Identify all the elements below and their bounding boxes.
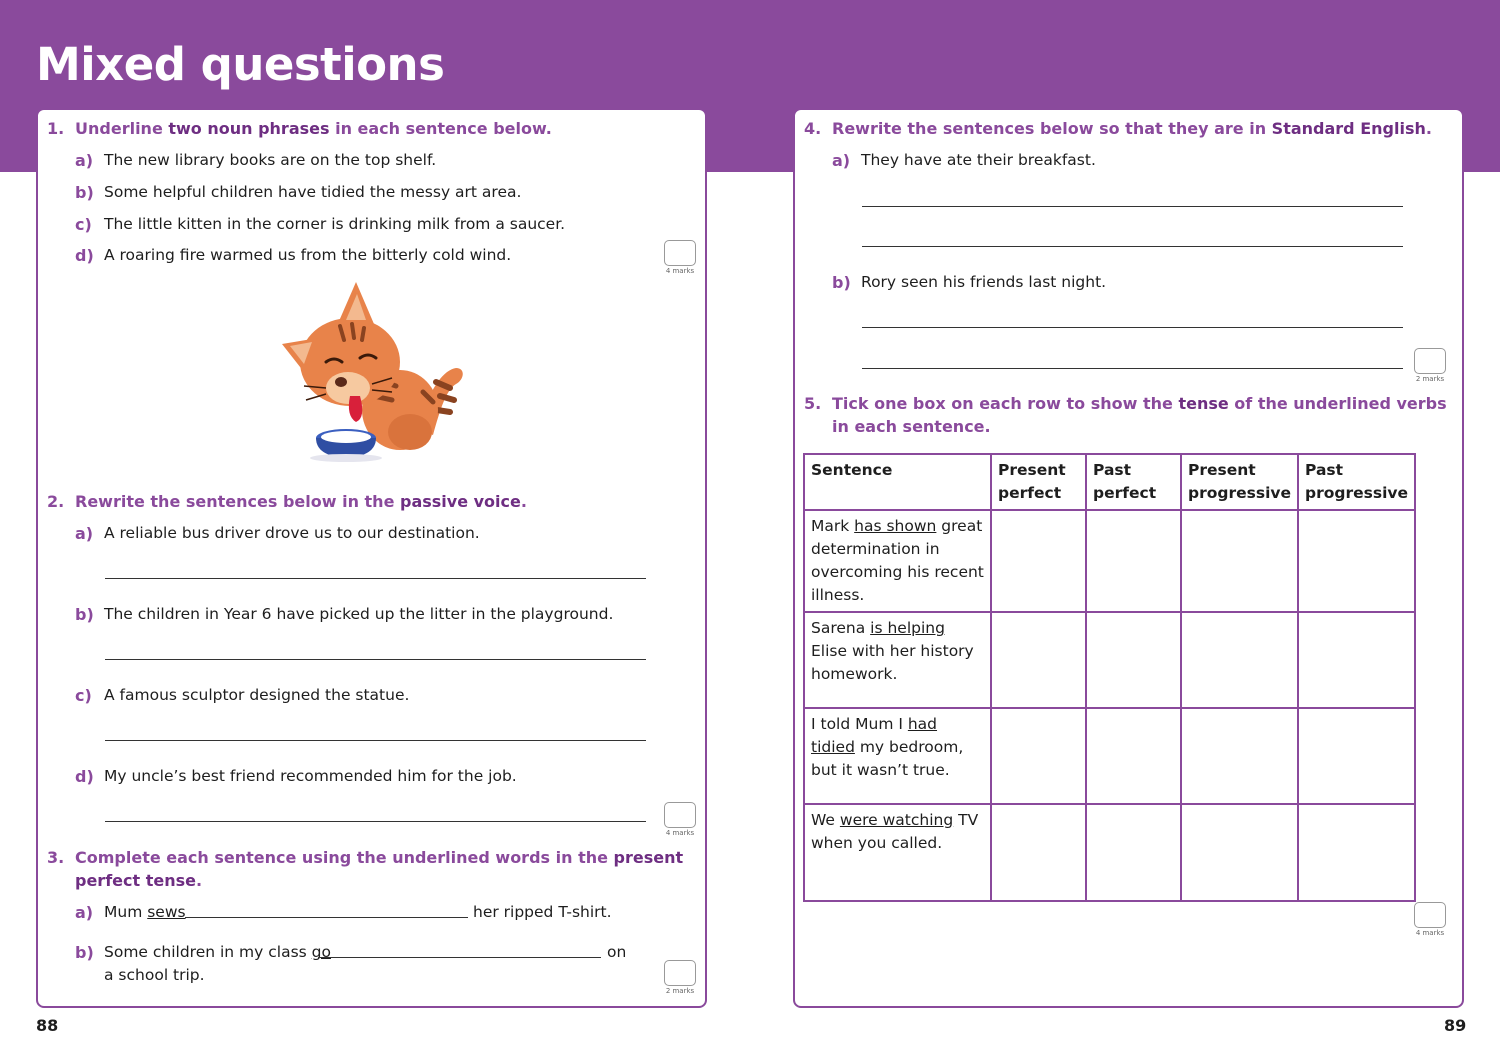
q3-instruction-line2: perfect tense. xyxy=(75,871,203,890)
q2-marks-box[interactable] xyxy=(664,802,696,828)
q5-marks-label: 4 marks xyxy=(1415,929,1445,937)
q2-marks-label: 4 marks xyxy=(665,829,695,837)
table-row xyxy=(804,804,1415,901)
q2-item-label: b) xyxy=(75,605,94,624)
q3-marks-label: 2 marks xyxy=(665,987,695,995)
q2-answer-line[interactable] xyxy=(105,659,646,660)
q1-item-label: c) xyxy=(75,215,92,234)
q2-answer-line[interactable] xyxy=(105,578,646,579)
q2-item-text: The children in Year 6 have picked up the litter in the playground. xyxy=(104,605,614,623)
tick-cell-past-perfect[interactable] xyxy=(1086,708,1181,804)
q4-marks-box[interactable] xyxy=(1414,348,1446,374)
q3-b-start: Some children in my class go xyxy=(104,943,331,961)
q2-number: 2. xyxy=(47,492,65,511)
q1-instruction: Underline two noun phrases in each sentence below. xyxy=(75,119,552,138)
tick-cell-past-progressive[interactable] xyxy=(1298,708,1415,804)
q3-a-start: Mum sews xyxy=(104,903,186,921)
q4-answer-line[interactable] xyxy=(862,327,1403,328)
q5-instruction-line2: in each sentence. xyxy=(832,417,991,436)
q3-instruction-line1: Complete each sentence using the underlined words in the present xyxy=(75,848,684,867)
q4-answer-line[interactable] xyxy=(862,368,1403,369)
q2-item-text: A famous sculptor designed the statue. xyxy=(104,686,410,704)
q2-item-label: c) xyxy=(75,686,92,705)
header-present-perfect: Present perfect xyxy=(991,454,1086,510)
page-number-left: 88 xyxy=(36,1016,59,1035)
q1-marks-label: 4 marks xyxy=(665,267,695,275)
q2-item-text: My uncle’s best friend recommended him for the job. xyxy=(104,767,517,785)
q4-item-label: a) xyxy=(832,151,851,170)
q4-item-label: b) xyxy=(832,273,851,292)
q1-item-text[interactable]: A roaring fire warmed us from the bitterly cold wind. xyxy=(104,246,512,264)
tick-cell-past-progressive[interactable] xyxy=(1298,804,1415,901)
tick-cell-past-progressive[interactable] xyxy=(1298,510,1415,612)
tick-cell-present-perfect[interactable] xyxy=(991,612,1086,708)
q3-b-end: on xyxy=(607,943,627,961)
tick-cell-past-perfect[interactable] xyxy=(1086,612,1181,708)
q3-b-line2: a school trip. xyxy=(104,966,205,984)
q1-item-text[interactable]: Some helpful children have tidied the messy art area. xyxy=(104,183,522,201)
tick-cell-present-progressive[interactable] xyxy=(1181,612,1298,708)
q1-item-label: a) xyxy=(75,151,94,170)
header-past-progressive: Past progressive xyxy=(1298,454,1415,510)
q2-answer-line[interactable] xyxy=(105,740,646,741)
q5-marks-box[interactable] xyxy=(1414,902,1446,928)
sentence-cell: We were watching TV when you called. xyxy=(804,804,991,901)
q4-marks-label: 2 marks xyxy=(1415,375,1445,383)
q1-item-label: d) xyxy=(75,246,94,265)
table-header-row xyxy=(804,454,1415,510)
q2-item-label: a) xyxy=(75,524,94,543)
q1-item-text[interactable]: The little kitten in the corner is drinking milk from a saucer. xyxy=(104,215,566,233)
kitten-drinking-milk-illustration xyxy=(278,280,468,462)
q3-number: 3. xyxy=(47,848,65,867)
q3-a-answer-line[interactable] xyxy=(185,917,468,918)
q1-item-text[interactable]: The new library books are on the top shelf. xyxy=(104,151,437,169)
q4-number: 4. xyxy=(804,119,822,138)
page-title: Mixed questions xyxy=(36,38,445,91)
header-sentence: Sentence xyxy=(804,454,991,510)
q3-item-label: a) xyxy=(75,903,94,922)
header-past-perfect: Past perfect xyxy=(1086,454,1181,510)
sentence-cell: Mark has shown great determination in overcoming his recent illness. xyxy=(804,510,991,612)
tick-cell-past-progressive[interactable] xyxy=(1298,612,1415,708)
q4-instruction: Rewrite the sentences below so that they are in Standard English. xyxy=(832,119,1432,138)
q4-item-text: They have ate their breakfast. xyxy=(861,151,1096,169)
page-number-right: 89 xyxy=(1444,1016,1467,1035)
header-present-progressive: Present progressive xyxy=(1181,454,1298,510)
sentence-cell: I told Mum I had tidied my bedroom, but it wasn’t true. xyxy=(804,708,991,804)
q3-a-end: her ripped T-shirt. xyxy=(473,903,612,921)
tick-cell-past-perfect[interactable] xyxy=(1086,510,1181,612)
tick-cell-present-perfect[interactable] xyxy=(991,510,1086,612)
table-row xyxy=(804,708,1415,804)
tick-cell-present-perfect[interactable] xyxy=(991,804,1086,901)
table-row xyxy=(804,510,1415,612)
table-row xyxy=(804,612,1415,708)
q4-item-text: Rory seen his friends last night. xyxy=(861,273,1107,291)
tick-cell-past-perfect[interactable] xyxy=(1086,804,1181,901)
q1-item-label: b) xyxy=(75,183,94,202)
q3-b-answer-line[interactable] xyxy=(318,957,601,958)
q2-item-label: d) xyxy=(75,767,94,786)
tense-table xyxy=(803,453,1416,902)
q1-marks-box[interactable] xyxy=(664,240,696,266)
q2-instruction: Rewrite the sentences below in the passive voice. xyxy=(75,492,527,511)
tick-cell-present-progressive[interactable] xyxy=(1181,708,1298,804)
sentence-cell: Sarena is helping Elise with her history homework. xyxy=(804,612,991,708)
q1-number: 1. xyxy=(47,119,65,138)
q4-answer-line[interactable] xyxy=(862,206,1403,207)
q4-answer-line[interactable] xyxy=(862,246,1403,247)
q2-answer-line[interactable] xyxy=(105,821,646,822)
q3-item-label: b) xyxy=(75,943,94,962)
q3-marks-box[interactable] xyxy=(664,960,696,986)
q5-instruction-line1: Tick one box on each row to show the tense of the underlined verbs xyxy=(832,394,1447,413)
tick-cell-present-perfect[interactable] xyxy=(991,708,1086,804)
q5-number: 5. xyxy=(804,394,822,413)
q2-item-text: A reliable bus driver drove us to our destination. xyxy=(104,524,480,542)
tick-cell-present-progressive[interactable] xyxy=(1181,510,1298,612)
tick-cell-present-progressive[interactable] xyxy=(1181,804,1298,901)
